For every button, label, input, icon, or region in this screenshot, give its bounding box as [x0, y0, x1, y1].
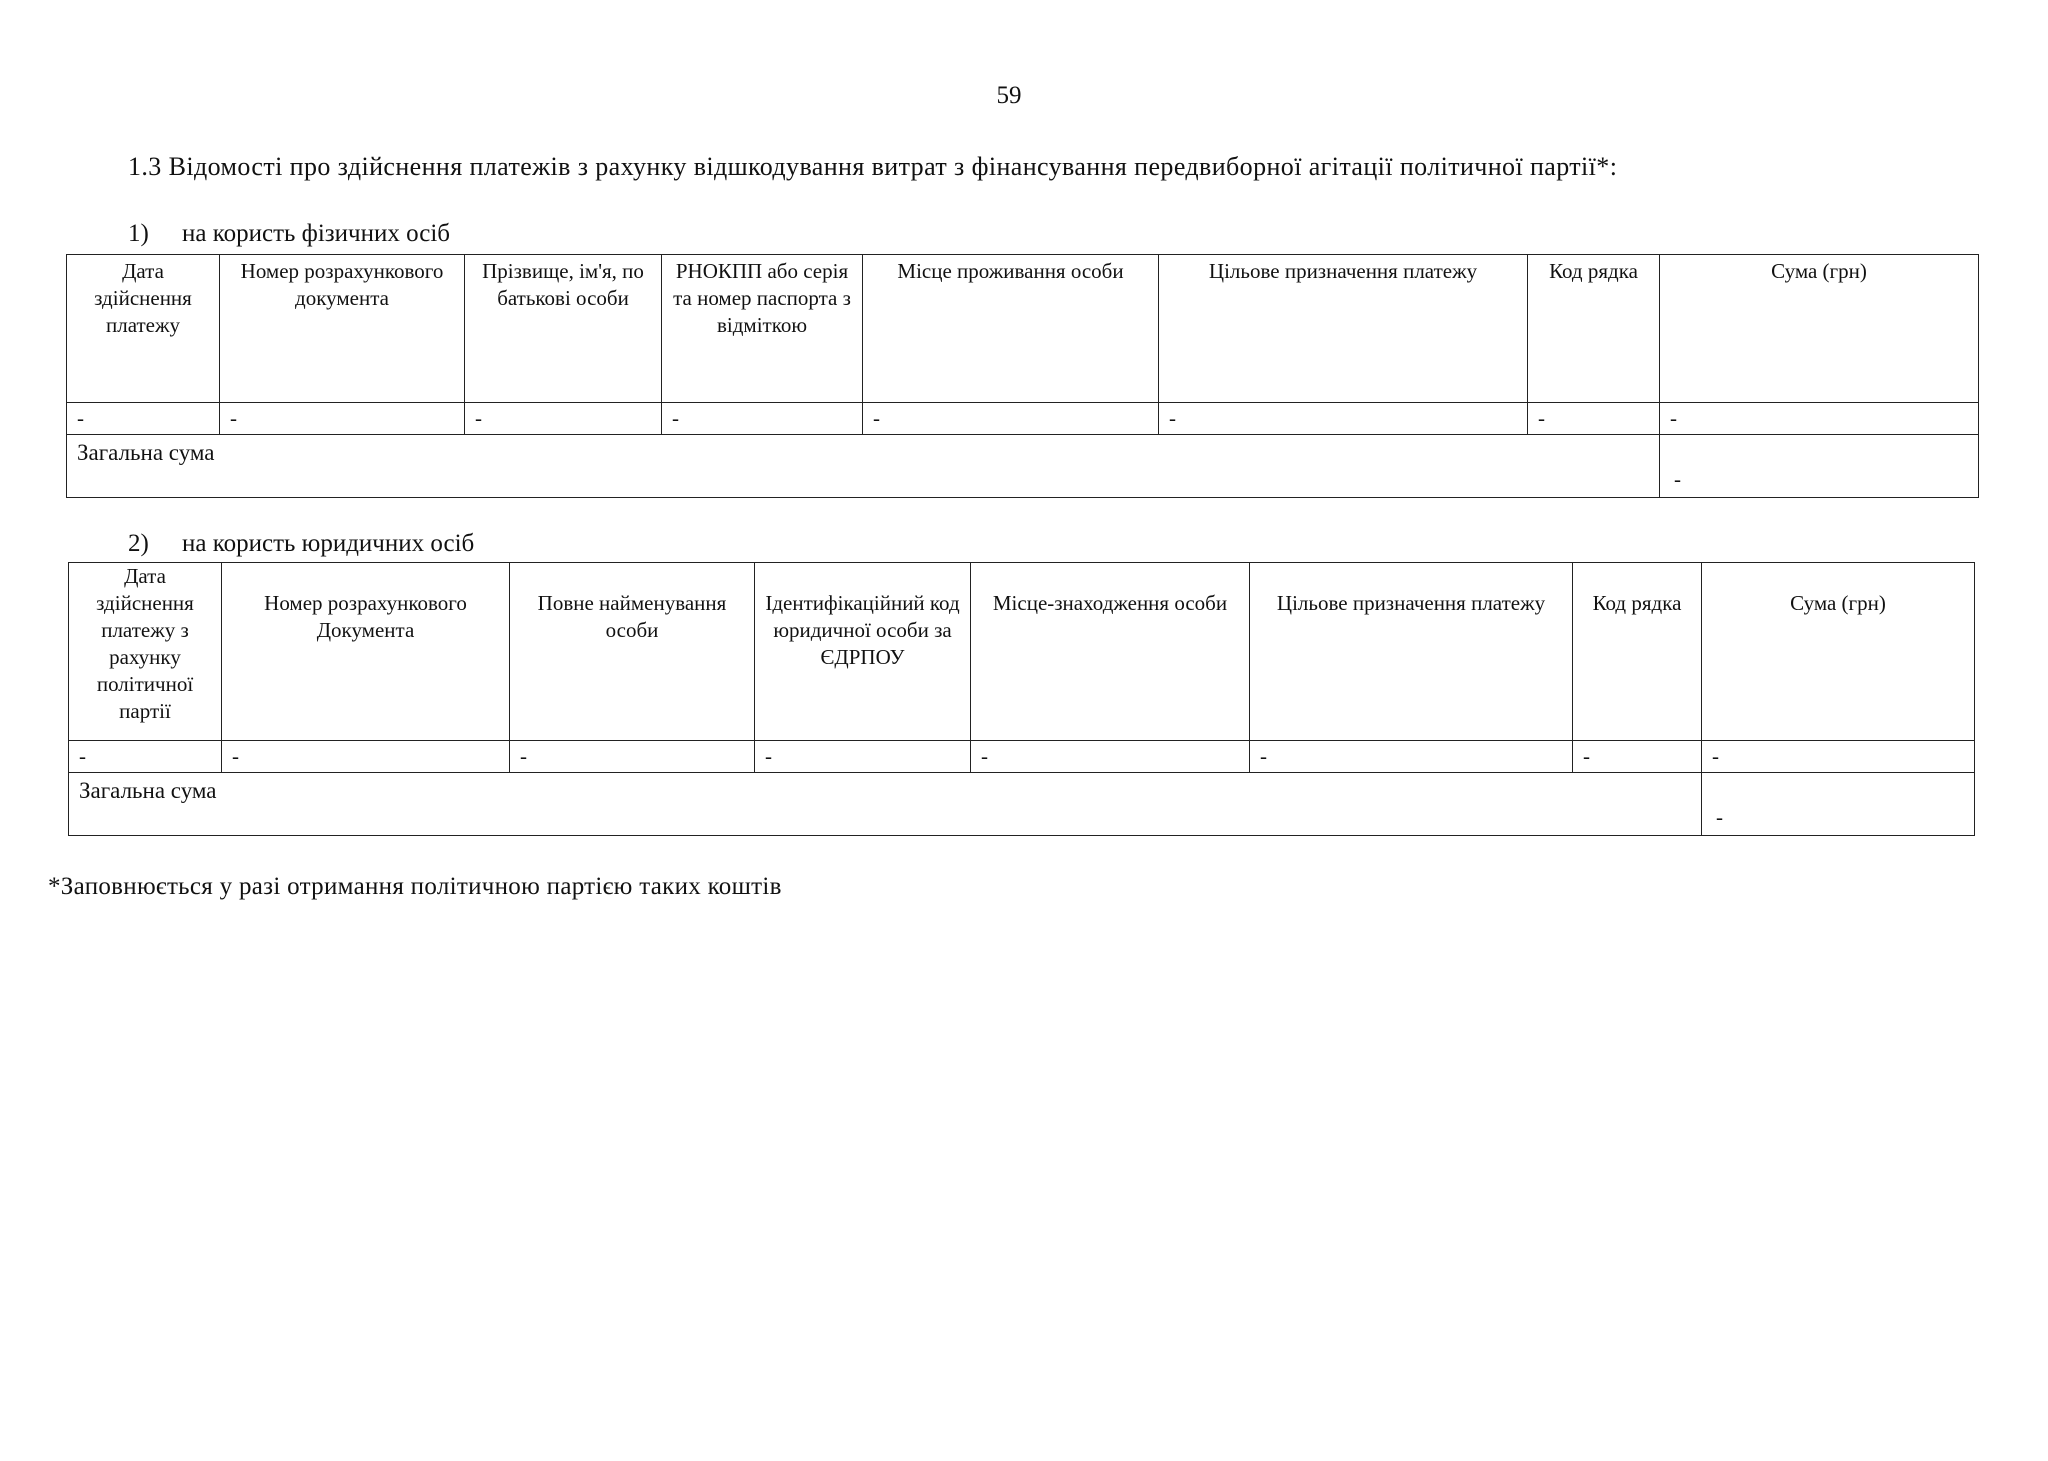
table2-number: 2): [128, 530, 149, 557]
table2-cell: -: [971, 741, 1250, 773]
individuals-payments-table: [66, 254, 1979, 498]
table2-header-purpose: Цільове призначення платежу: [1250, 563, 1573, 741]
table1-subheading: [128, 220, 450, 248]
table1-header-amount: Сума (грн): [1660, 255, 1979, 403]
table2-total-row: [69, 773, 1975, 836]
table2-subheading: [128, 530, 474, 558]
table1-header-date: Дата здійснення платежу: [67, 255, 220, 403]
table2-total-label: Загальна сума: [69, 773, 1702, 836]
table2-header-doc-number: Номер розрахункового Документа: [222, 563, 510, 741]
table1-cell: -: [662, 403, 863, 435]
table1-header-residence: Місце проживання особи: [863, 255, 1159, 403]
table2-header-date: Дата здійснення платежу з рахунку політичної партії: [69, 563, 222, 741]
table2-header-line-code: Код рядка: [1573, 563, 1702, 741]
table1-total-row: [67, 435, 1979, 498]
table2-header-edrpou-code: Ідентифікаційний код юридичної особи за ЄДРПОУ: [755, 563, 971, 741]
table1-number: 1): [128, 220, 149, 247]
table1-header-doc-number: Номер розрахункового документа: [220, 255, 465, 403]
table2-cell: -: [222, 741, 510, 773]
table2-header-full-name: Повне найменування особи: [510, 563, 755, 741]
table2-cell: -: [69, 741, 222, 773]
table1-cell: -: [465, 403, 662, 435]
table2-header-row: [69, 563, 1975, 741]
table2-cell: -: [510, 741, 755, 773]
table1-header-full-name: Прізвище, ім'я, по батькові особи: [465, 255, 662, 403]
footnote: *Заповнюється у разі отримання політичною партією таких коштів: [48, 873, 782, 900]
table1-header-row: [67, 255, 1979, 403]
table1-header-purpose: Цільове призначення платежу: [1159, 255, 1528, 403]
table2-cell: -: [1250, 741, 1573, 773]
section-title: 1.3 Відомості про здійснення платежів з рахунку відшкодування витрат з фінансування передвиборної агітації політичної партії*:: [128, 152, 1618, 181]
table1-cell: -: [220, 403, 465, 435]
table1-cell: -: [863, 403, 1159, 435]
table2-header-location: Місце-знаходження особи: [971, 563, 1250, 741]
table1-total-label: Загальна сума: [67, 435, 1660, 498]
table1-cell: -: [1159, 403, 1528, 435]
table1-cell: -: [1660, 403, 1979, 435]
table1-header-tax-id: РНОКПП або серія та номер паспорта з відміткою: [662, 255, 863, 403]
table2-cell: -: [1573, 741, 1702, 773]
table1-cell: -: [67, 403, 220, 435]
table2-header-amount: Сума (грн): [1702, 563, 1975, 741]
table-row: [67, 403, 1979, 435]
table1-cell: -: [1528, 403, 1660, 435]
table2-total-value: -: [1702, 773, 1975, 836]
table2-heading: на користь юридичних осіб: [182, 530, 475, 557]
table1-total-value: -: [1660, 435, 1979, 498]
table1-header-line-code: Код рядка: [1528, 255, 1660, 403]
page-number: 59: [996, 82, 1022, 109]
table1-heading: на користь фізичних осіб: [182, 220, 451, 247]
table-row: [69, 741, 1975, 773]
table2-cell: -: [1702, 741, 1975, 773]
table2-cell: -: [755, 741, 971, 773]
legal-entities-payments-table: [68, 562, 1975, 836]
